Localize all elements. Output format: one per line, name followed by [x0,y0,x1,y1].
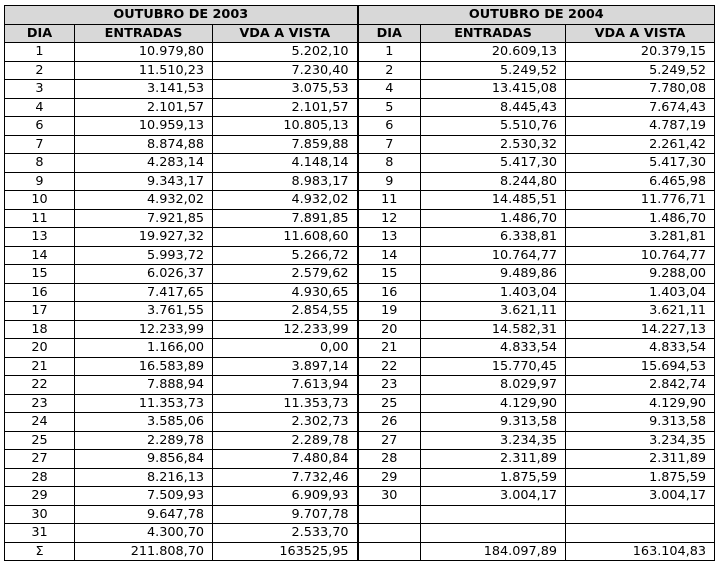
cell-entradas-2003: 7.509,93 [75,487,213,506]
cell-dia-2004: 13 [358,228,421,247]
cell-dia-2003: 25 [5,431,75,450]
col-header-entradas-2003: ENTRADAS [75,24,213,43]
col-header-vda-a-vista-2003: VDA A VISTA [213,24,358,43]
cell-vda-a-vista-2004: 1.403,04 [566,283,715,302]
cell-entradas-2003: 3.761,55 [75,302,213,321]
cell-dia-2003: 30 [5,505,75,524]
cell-entradas-2004: 3.234,35 [421,431,566,450]
table-row [5,172,715,191]
table-row [5,246,715,265]
total-entradas-2003: 211.808,70 [75,542,213,561]
cell-vda-a-vista-2004: 3.621,11 [566,302,715,321]
table-row [5,302,715,321]
cell-entradas-2003: 10.959,13 [75,117,213,136]
cell-dia-2004: 21 [358,339,421,358]
cell-vda-a-vista-2004: 10.764,77 [566,246,715,265]
total-row [5,542,715,561]
cell-vda-a-vista-2003: 2.101,57 [213,98,358,117]
cell-vda-a-vista-2003: 7.732,46 [213,468,358,487]
period-2003-header: OUTUBRO DE 2003 [5,6,358,25]
cell-dia-2003: 1 [5,43,75,62]
cell-dia-2003: 23 [5,394,75,413]
cell-entradas-2004: 3.004,17 [421,487,566,506]
table-row [5,413,715,432]
cell-vda-a-vista-2003: 4.932,02 [213,191,358,210]
cell-entradas-2004: 1.403,04 [421,283,566,302]
cell-entradas-2003: 4.283,14 [75,154,213,173]
table-row [5,431,715,450]
cell-dia-2004: 28 [358,450,421,469]
cell-vda-a-vista-2004: 4.833,54 [566,339,715,358]
cell-dia-2004: 27 [358,431,421,450]
cell-entradas-2003: 9.856,84 [75,450,213,469]
cell-entradas-2004: 14.485,51 [421,191,566,210]
cell-vda-a-vista-2003: 12.233,99 [213,320,358,339]
cell-vda-a-vista-2003: 4.930,65 [213,283,358,302]
table-row [5,339,715,358]
total-entradas-2004: 184.097,89 [421,542,566,561]
cell-vda-a-vista-2004: 3.234,35 [566,431,715,450]
cell-vda-a-vista-2003: 10.805,13 [213,117,358,136]
cell-entradas-2004: 14.582,31 [421,320,566,339]
cell-dia-2004: 19 [358,302,421,321]
table-row [5,524,715,543]
cell-entradas-2004: 2.530,32 [421,135,566,154]
cell-entradas-2003: 3.141,53 [75,80,213,99]
cell-dia-2004: 22 [358,357,421,376]
cell-dia-2004: 15 [358,265,421,284]
total-dia-2004 [358,542,421,561]
cell-entradas-2004: 3.621,11 [421,302,566,321]
cell-entradas-2004: 4.129,90 [421,394,566,413]
cell-entradas-2003: 11.353,73 [75,394,213,413]
cell-dia-2003: 18 [5,320,75,339]
cell-dia-2003: 28 [5,468,75,487]
table-row [5,357,715,376]
cell-vda-a-vista-2003: 7.891,85 [213,209,358,228]
cell-entradas-2004: 8.029,97 [421,376,566,395]
cell-entradas-2003: 8.874,88 [75,135,213,154]
cell-dia-2003: 14 [5,246,75,265]
cell-vda-a-vista-2003: 2.533,70 [213,524,358,543]
cell-entradas-2004: 9.313,58 [421,413,566,432]
cell-dia-2003: 7 [5,135,75,154]
cell-entradas-2003: 11.510,23 [75,61,213,80]
cell-entradas-2003: 10.979,80 [75,43,213,62]
col-header-dia-2004: DIA [358,24,421,43]
cell-dia-2004: 25 [358,394,421,413]
cell-entradas-2004: 2.311,89 [421,450,566,469]
table-row [5,209,715,228]
cell-dia-2003: 24 [5,413,75,432]
cell-dia-2004: 7 [358,135,421,154]
cell-vda-a-vista-2003: 11.608,60 [213,228,358,247]
cell-entradas-2003: 16.583,89 [75,357,213,376]
cell-vda-a-vista-2004: 5.417,30 [566,154,715,173]
table-row [5,61,715,80]
cell-vda-a-vista-2003: 2.579,62 [213,265,358,284]
cell-dia-2003: 31 [5,524,75,543]
cell-entradas-2004: 5.510,76 [421,117,566,136]
cell-entradas-2003: 3.585,06 [75,413,213,432]
table-row [5,505,715,524]
cell-entradas-2003: 9.343,17 [75,172,213,191]
cell-vda-a-vista-2003: 8.983,17 [213,172,358,191]
cell-vda-a-vista-2004: 7.780,08 [566,80,715,99]
table-row [5,394,715,413]
cell-dia-2004: 9 [358,172,421,191]
cell-vda-a-vista-2003: 2.302,73 [213,413,358,432]
cell-vda-a-vista-2003: 6.909,93 [213,487,358,506]
cell-vda-a-vista-2004: 1.486,70 [566,209,715,228]
table-row [5,80,715,99]
table-row [5,191,715,210]
table-row [5,376,715,395]
cell-dia-2003: 11 [5,209,75,228]
cell-vda-a-vista-2004: 2.842,74 [566,376,715,395]
cell-vda-a-vista-2003: 0,00 [213,339,358,358]
cell-dia-2003: 22 [5,376,75,395]
cell-entradas-2003: 19.927,32 [75,228,213,247]
cell-entradas-2003: 7.417,65 [75,283,213,302]
table-row [5,43,715,62]
total-vda-a-vista-2004: 163.104,83 [566,542,715,561]
cell-dia-2004: 5 [358,98,421,117]
cell-dia-2004: 14 [358,246,421,265]
cell-dia-2004: 23 [358,376,421,395]
cell-vda-a-vista-2004: 4.787,19 [566,117,715,136]
cell-entradas-2004: 13.415,08 [421,80,566,99]
cell-entradas-2003: 6.026,37 [75,265,213,284]
cell-vda-a-vista-2003: 4.148,14 [213,154,358,173]
cell-vda-a-vista-2004: 15.694,53 [566,357,715,376]
cell-vda-a-vista-2004: 5.249,52 [566,61,715,80]
cell-entradas-2004: 4.833,54 [421,339,566,358]
cell-dia-2003: 4 [5,98,75,117]
cell-entradas-2004: 1.486,70 [421,209,566,228]
cell-dia-2003: 2 [5,61,75,80]
cell-entradas-2004: 9.489,86 [421,265,566,284]
cell-entradas-2003: 5.993,72 [75,246,213,265]
cell-entradas-2004: 5.417,30 [421,154,566,173]
cell-entradas-2003: 8.216,13 [75,468,213,487]
cell-entradas-2004: 10.764,77 [421,246,566,265]
table-row [5,135,715,154]
cell-dia-2004: 20 [358,320,421,339]
table-row [5,228,715,247]
table-row [5,154,715,173]
cell-dia-2003: 15 [5,265,75,284]
cell-dia-2004: 1 [358,43,421,62]
col-header-vda-a-vista-2004: VDA A VISTA [566,24,715,43]
cell-dia-2004: 11 [358,191,421,210]
cell-vda-a-vista-2003: 5.202,10 [213,43,358,62]
cell-vda-a-vista-2004: 3.004,17 [566,487,715,506]
cell-dia-2004: 29 [358,468,421,487]
total-sigma-label: Σ [5,542,75,561]
table-row [5,265,715,284]
cell-dia-2004: 16 [358,283,421,302]
period-header-row [5,6,715,25]
cell-vda-a-vista-2004 [566,524,715,543]
cell-entradas-2004: 20.609,13 [421,43,566,62]
cell-vda-a-vista-2003: 7.480,84 [213,450,358,469]
cell-entradas-2003: 2.289,78 [75,431,213,450]
table-row [5,117,715,136]
cell-entradas-2003: 9.647,78 [75,505,213,524]
cell-dia-2003: 10 [5,191,75,210]
cell-dia-2003: 21 [5,357,75,376]
cell-vda-a-vista-2004: 20.379,15 [566,43,715,62]
table-body [5,43,715,543]
cell-entradas-2003: 2.101,57 [75,98,213,117]
cell-vda-a-vista-2004: 3.281,81 [566,228,715,247]
cell-dia-2003: 8 [5,154,75,173]
cell-vda-a-vista-2003: 11.353,73 [213,394,358,413]
cell-vda-a-vista-2004: 2.311,89 [566,450,715,469]
cell-entradas-2004: 6.338,81 [421,228,566,247]
cell-vda-a-vista-2004: 1.875,59 [566,468,715,487]
cell-entradas-2003: 4.932,02 [75,191,213,210]
cell-dia-2004: 4 [358,80,421,99]
cell-dia-2004: 6 [358,117,421,136]
cell-entradas-2003: 7.888,94 [75,376,213,395]
cell-entradas-2004 [421,505,566,524]
cell-entradas-2004: 1.875,59 [421,468,566,487]
cell-dia-2004 [358,524,421,543]
cell-dia-2004 [358,505,421,524]
cell-dia-2004: 30 [358,487,421,506]
cell-vda-a-vista-2003: 9.707,78 [213,505,358,524]
table-row [5,450,715,469]
cell-entradas-2003: 1.166,00 [75,339,213,358]
cell-dia-2004: 26 [358,413,421,432]
cell-entradas-2004: 8.445,43 [421,98,566,117]
cell-entradas-2003: 7.921,85 [75,209,213,228]
cell-vda-a-vista-2003: 3.897,14 [213,357,358,376]
table-row [5,487,715,506]
cell-dia-2003: 29 [5,487,75,506]
col-header-dia-2003: DIA [5,24,75,43]
total-vda-a-vista-2003: 163525,95 [213,542,358,561]
cell-vda-a-vista-2003: 2.289,78 [213,431,358,450]
cell-dia-2003: 20 [5,339,75,358]
cell-vda-a-vista-2003: 2.854,55 [213,302,358,321]
cell-entradas-2003: 12.233,99 [75,320,213,339]
cell-entradas-2004: 8.244,80 [421,172,566,191]
period-2004-header: OUTUBRO DE 2004 [358,6,715,25]
cell-vda-a-vista-2004: 9.313,58 [566,413,715,432]
cell-vda-a-vista-2004: 4.129,90 [566,394,715,413]
sales-table [4,5,715,561]
table-row [5,283,715,302]
table-row [5,320,715,339]
cell-dia-2003: 27 [5,450,75,469]
sales-table-container [4,5,714,561]
cell-vda-a-vista-2004: 6.465,98 [566,172,715,191]
cell-entradas-2004: 5.249,52 [421,61,566,80]
cell-dia-2003: 6 [5,117,75,136]
col-header-entradas-2004: ENTRADAS [421,24,566,43]
cell-vda-a-vista-2003: 7.230,40 [213,61,358,80]
cell-dia-2003: 17 [5,302,75,321]
cell-vda-a-vista-2004: 11.776,71 [566,191,715,210]
cell-vda-a-vista-2004: 7.674,43 [566,98,715,117]
table-row [5,98,715,117]
cell-dia-2003: 3 [5,80,75,99]
cell-vda-a-vista-2003: 7.859,88 [213,135,358,154]
cell-dia-2004: 2 [358,61,421,80]
table-row [5,468,715,487]
cell-dia-2003: 13 [5,228,75,247]
cell-entradas-2004: 15.770,45 [421,357,566,376]
cell-dia-2003: 16 [5,283,75,302]
cell-dia-2003: 9 [5,172,75,191]
cell-vda-a-vista-2004: 2.261,42 [566,135,715,154]
cell-vda-a-vista-2003: 7.613,94 [213,376,358,395]
column-header-row [5,24,715,43]
cell-vda-a-vista-2004: 14.227,13 [566,320,715,339]
cell-vda-a-vista-2004: 9.288,00 [566,265,715,284]
cell-entradas-2004 [421,524,566,543]
cell-dia-2004: 8 [358,154,421,173]
cell-vda-a-vista-2003: 5.266,72 [213,246,358,265]
cell-dia-2004: 12 [358,209,421,228]
cell-vda-a-vista-2003: 3.075,53 [213,80,358,99]
cell-entradas-2003: 4.300,70 [75,524,213,543]
cell-vda-a-vista-2004 [566,505,715,524]
